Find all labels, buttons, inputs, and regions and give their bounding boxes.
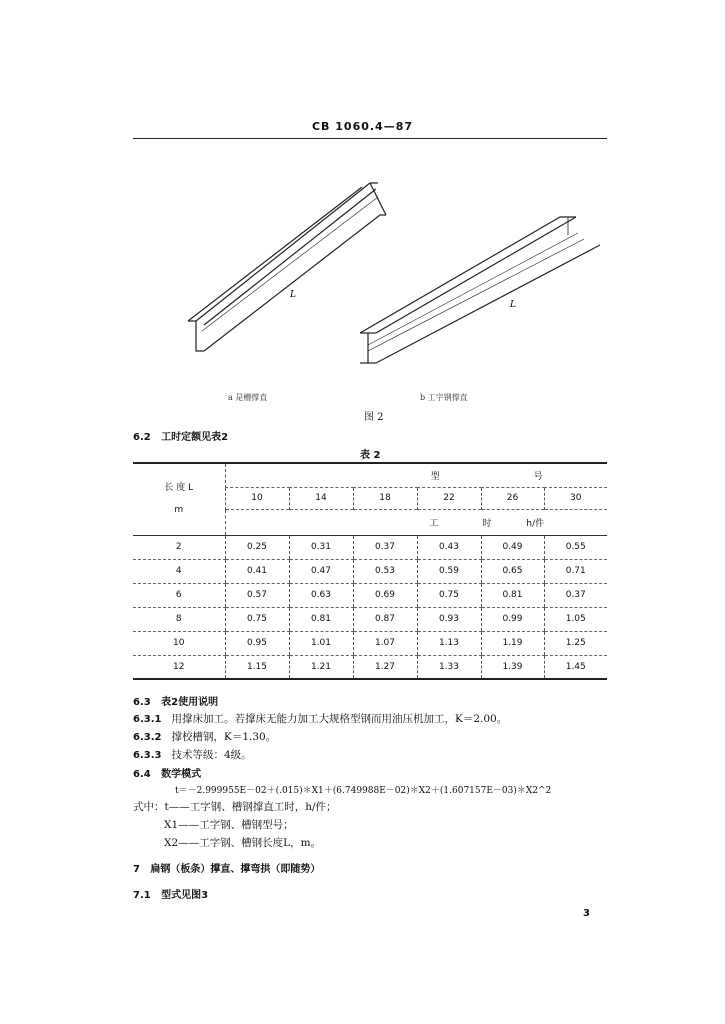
section-6-4-heading	[133, 765, 201, 780]
length-cell: 4	[133, 559, 225, 583]
formula-x2: X2——工字钢、槽钢长度L，m。	[164, 837, 322, 849]
length-cell: 12	[133, 655, 225, 679]
work-hour-cell: 0.43	[417, 535, 481, 559]
work-hour-cell: 0.69	[353, 583, 417, 607]
type-header-cell	[225, 463, 607, 487]
work-hour-cell: 1.45	[544, 655, 607, 679]
section-title: 型式见图3	[161, 890, 209, 901]
work-hour-cell: 0.25	[225, 535, 289, 559]
section-7-1-heading	[133, 886, 208, 901]
work-hour-cell: 1.27	[353, 655, 417, 679]
caption-a: a 是槽撑直	[228, 393, 268, 402]
work-hour-cell: 0.81	[289, 607, 353, 631]
work-hour-cell: 0.49	[481, 535, 544, 559]
work-hour-cell: 1.05	[544, 607, 607, 631]
length-header-cell	[133, 463, 225, 535]
section-7-heading	[133, 860, 320, 875]
work-hour-cell: 0.57	[225, 583, 289, 607]
work-hour-cell: 1.01	[289, 631, 353, 655]
table-row	[133, 535, 607, 559]
section-title: 工时定额见表2	[161, 432, 229, 443]
work-header: 工	[429, 518, 439, 529]
section-number: 6.3.1	[133, 714, 162, 725]
length-cell: 8	[133, 607, 225, 631]
work-hour-cell: 1.33	[417, 655, 481, 679]
table-row	[133, 607, 607, 631]
section-text: 技术等级：4级。	[171, 749, 252, 761]
work-hour-cell: 0.93	[417, 607, 481, 631]
work-hour-cell: 0.75	[417, 583, 481, 607]
length-cell: 10	[133, 631, 225, 655]
formula-x1: X1——工字钢、槽钢型号；	[164, 819, 294, 831]
type-10: 10	[225, 487, 289, 509]
work-hour-cell: 1.13	[417, 631, 481, 655]
section-number: 6.4	[133, 769, 151, 780]
section-number: 6.3	[133, 697, 151, 708]
work-hour-cell: 0.63	[289, 583, 353, 607]
table-title: 表 2	[360, 450, 381, 461]
type-header-2: 号	[533, 471, 543, 482]
document-code: CB 1060.4—87	[311, 120, 414, 133]
type-18: 18	[353, 487, 417, 509]
work-hour-cell: 0.37	[353, 535, 417, 559]
work-hour-cell: 0.59	[417, 559, 481, 583]
work-hour-cell: 0.87	[353, 607, 417, 631]
section-6-2-heading	[133, 428, 228, 443]
page-number: 3	[583, 908, 590, 919]
table-row	[133, 559, 607, 583]
section-6-3-heading	[133, 693, 218, 708]
section-title: 扁钢（板条）撑直、撑弯拱（即随势）	[150, 864, 321, 875]
time-header: 时	[482, 518, 492, 529]
type-22: 22	[417, 487, 481, 509]
work-hour-cell: 1.19	[481, 631, 544, 655]
work-hour-cell: 0.81	[481, 583, 544, 607]
section-number: 6.3.3	[133, 750, 162, 761]
type-26: 26	[481, 487, 544, 509]
formula-where: 式中：t——工字钢、槽钢撑直工时，h/件；	[133, 801, 337, 813]
unit-header: h/件	[526, 518, 545, 529]
section-6-3-2	[133, 729, 276, 744]
work-hour-cell: 0.41	[225, 559, 289, 583]
math-formula: t＝－2.999955E－02＋(.015)＊X1＋(6.749988E－02)＊X2＋(1.607157E－03)＊X2^2	[175, 786, 552, 796]
work-hour-cell: 0.53	[353, 559, 417, 583]
length-label-b: L	[510, 300, 516, 310]
work-hour-header-cell	[225, 509, 607, 535]
section-title: 表2使用说明	[161, 697, 219, 708]
work-hour-cell: 0.99	[481, 607, 544, 631]
length-cell: 2	[133, 535, 225, 559]
header-rule	[133, 138, 607, 139]
work-hour-table	[133, 462, 607, 680]
section-6-3-1	[133, 711, 507, 726]
section-number: 6.2	[133, 432, 151, 443]
length-cell: 6	[133, 583, 225, 607]
beam-illustrations	[180, 175, 620, 375]
section-number: 7.1	[133, 890, 151, 901]
type-30: 30	[544, 487, 607, 509]
work-hour-cell: 0.75	[225, 607, 289, 631]
table-row	[133, 655, 607, 679]
section-6-3-3	[133, 747, 252, 762]
table-row	[133, 631, 607, 655]
work-hour-cell: 0.95	[225, 631, 289, 655]
type-14: 14	[289, 487, 353, 509]
length-label-a: L	[290, 290, 296, 300]
work-hour-cell: 0.71	[544, 559, 607, 583]
section-title: 数学模式	[161, 769, 202, 780]
length-unit: m	[174, 505, 184, 516]
work-hour-cell: 0.31	[289, 535, 353, 559]
table-row	[133, 583, 607, 607]
work-hour-cell: 1.39	[481, 655, 544, 679]
channel-beam-drawing	[188, 183, 386, 351]
section-number: 6.3.2	[133, 732, 162, 743]
work-hour-cell: 0.47	[289, 559, 353, 583]
type-header: 型	[430, 471, 440, 482]
work-hour-cell: 0.37	[544, 583, 607, 607]
figure-label: 图 2	[364, 412, 384, 423]
work-hour-cell: 0.55	[544, 535, 607, 559]
i-beam-drawing	[360, 217, 600, 363]
work-hour-cell: 1.07	[353, 631, 417, 655]
caption-b: b 工字钢撑直	[420, 393, 468, 402]
section-text: 用撑床加工。若撑床无能力加工大规格型钢而用油压机加工，K＝2.00。	[171, 713, 508, 725]
work-hour-cell: 1.25	[544, 631, 607, 655]
section-text: 撑校槽钢，K＝1.30。	[171, 731, 277, 743]
work-hour-cell: 0.65	[481, 559, 544, 583]
work-hour-cell: 1.21	[289, 655, 353, 679]
work-hour-cell: 1.15	[225, 655, 289, 679]
length-header: 长 度 L	[164, 483, 194, 494]
section-number: 7	[133, 864, 140, 875]
